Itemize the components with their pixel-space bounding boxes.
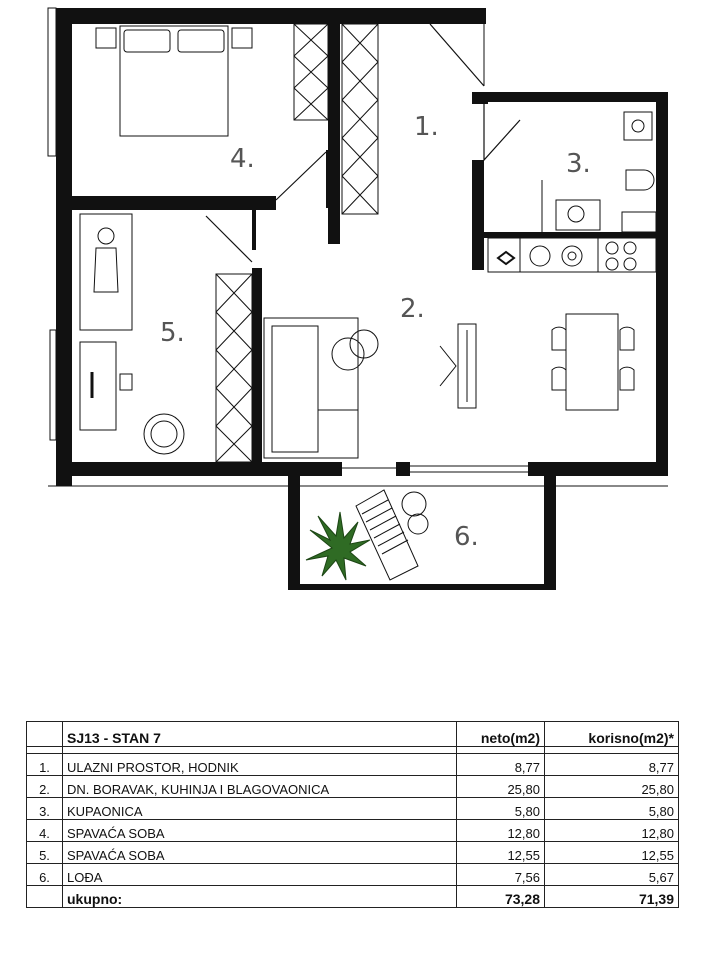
double-bed-icon xyxy=(96,26,252,136)
korisno-value: 12,55 xyxy=(545,842,679,864)
neto-value: 8,77 xyxy=(457,754,545,776)
room-name: DN. BORAVAK, KUHINJA I BLAGOVAONICA xyxy=(63,776,457,798)
neto-value: 25,80 xyxy=(457,776,545,798)
total-label: ukupno: xyxy=(63,886,457,908)
spacer-row xyxy=(27,747,679,754)
row-number: 6. xyxy=(27,864,63,886)
room-label-4: 4. xyxy=(230,144,255,174)
total-neto: 73,28 xyxy=(457,886,545,908)
table-row xyxy=(27,754,679,776)
unit-title: SJ13 - STAN 7 xyxy=(63,722,457,747)
desk-icon xyxy=(80,342,132,430)
row-number: 3. xyxy=(27,798,63,820)
single-bed-icon xyxy=(80,214,132,330)
table-header-row xyxy=(27,722,679,747)
coffee-table-icon xyxy=(332,330,378,370)
table-row xyxy=(27,820,679,842)
neto-value: 12,80 xyxy=(457,820,545,842)
column-header-korisno: korisno(m2)* xyxy=(545,722,679,747)
round-chair-icon xyxy=(144,414,184,454)
row-number: 4. xyxy=(27,820,63,842)
area-table xyxy=(26,721,679,908)
room-label-5: 5. xyxy=(160,318,185,348)
room-label-3: 3. xyxy=(566,149,591,179)
wardrobes xyxy=(216,24,378,462)
neto-value: 12,55 xyxy=(457,842,545,864)
table-row xyxy=(27,798,679,820)
room-label-1: 1. xyxy=(414,112,439,142)
column-header-neto: neto(m2) xyxy=(457,722,545,747)
korisno-value: 12,80 xyxy=(545,820,679,842)
tv-unit-icon xyxy=(440,324,476,408)
table-row xyxy=(27,864,679,886)
total-num-cell xyxy=(27,886,63,908)
bathroom-fixtures-icon xyxy=(542,112,656,232)
korisno-value: 8,77 xyxy=(545,754,679,776)
room-name: SPAVAĆA SOBA xyxy=(63,842,457,864)
lounger-icon xyxy=(356,490,428,580)
header-num-cell xyxy=(27,722,63,747)
neto-value: 5,80 xyxy=(457,798,545,820)
plant-icon xyxy=(306,512,370,580)
row-number: 2. xyxy=(27,776,63,798)
total-row xyxy=(27,886,679,908)
table-row xyxy=(27,776,679,798)
room-label-2: 2. xyxy=(400,294,425,324)
room-name: KUPAONICA xyxy=(63,798,457,820)
korisno-value: 25,80 xyxy=(545,776,679,798)
room-name: ULAZNI PROSTOR, HODNIK xyxy=(63,754,457,776)
korisno-value: 5,80 xyxy=(545,798,679,820)
table-row xyxy=(27,842,679,864)
room-name: LOĐA xyxy=(63,864,457,886)
room-label-6: 6. xyxy=(454,522,479,552)
total-korisno: 71,39 xyxy=(545,886,679,908)
row-number: 5. xyxy=(27,842,63,864)
room-name: SPAVAĆA SOBA xyxy=(63,820,457,842)
korisno-value: 5,67 xyxy=(545,864,679,886)
kitchen-counter-icon xyxy=(488,238,656,272)
neto-value: 7,56 xyxy=(457,864,545,886)
dining-table-icon xyxy=(552,314,634,410)
row-number: 1. xyxy=(27,754,63,776)
